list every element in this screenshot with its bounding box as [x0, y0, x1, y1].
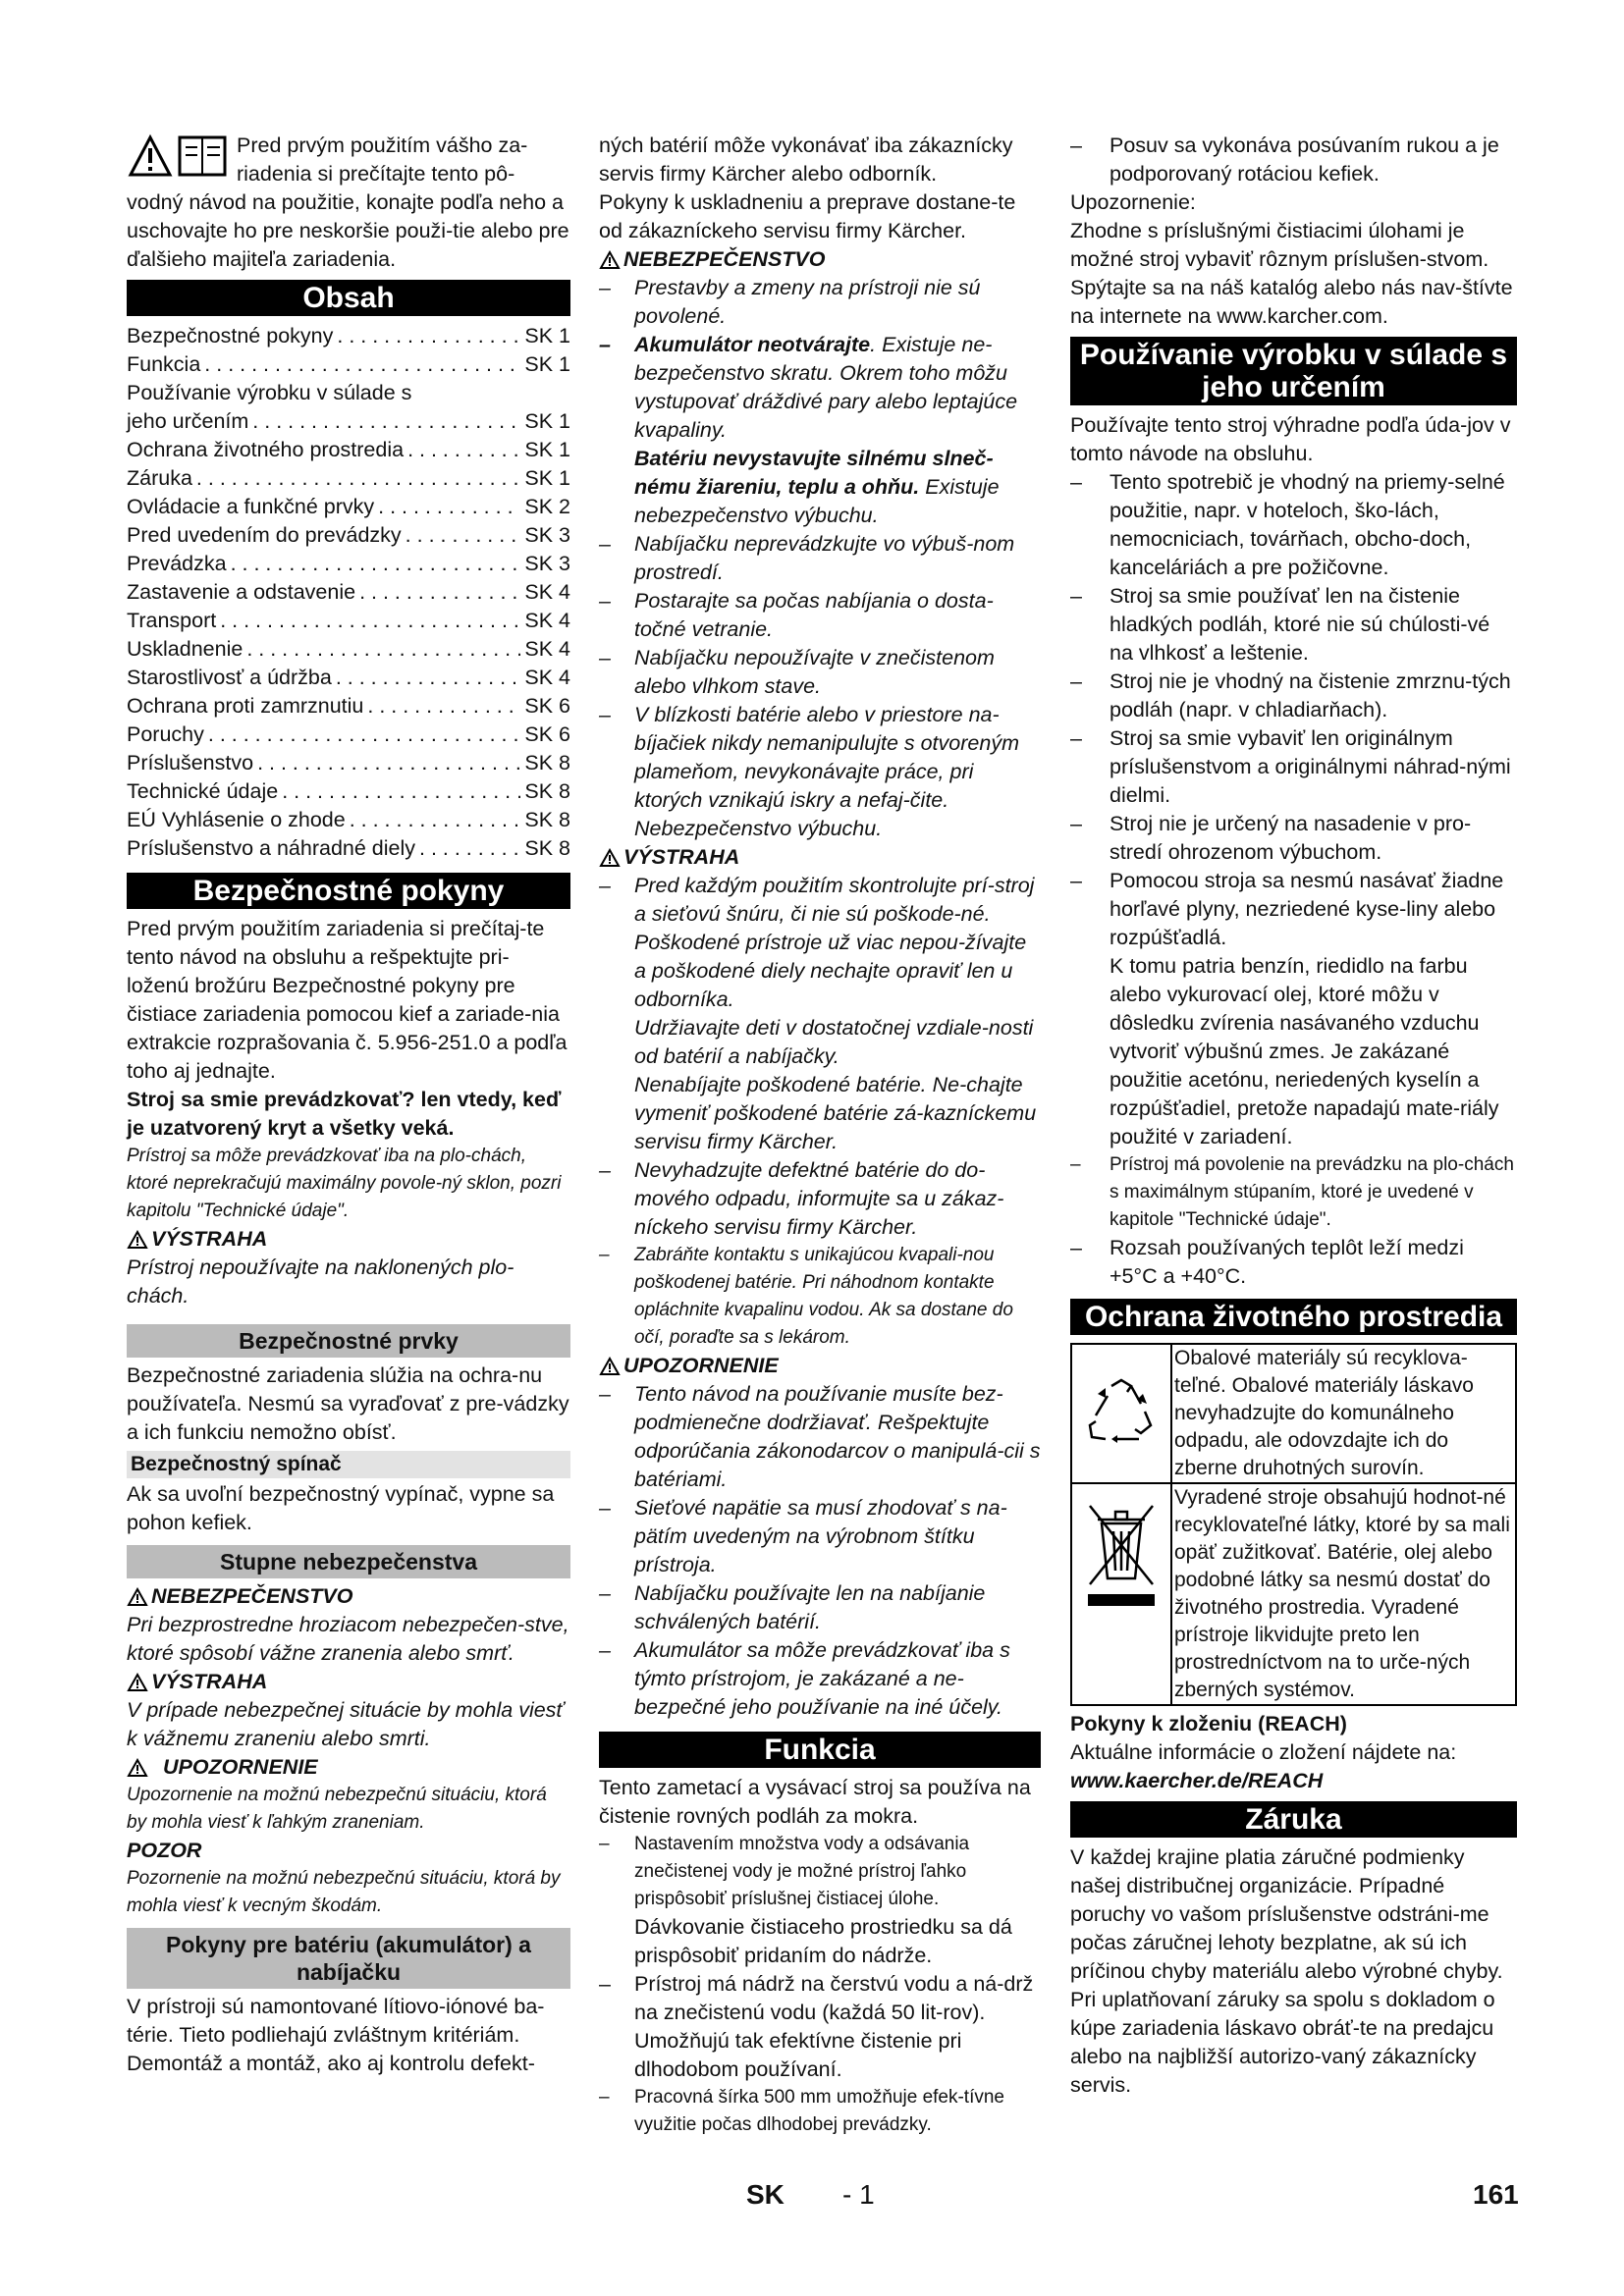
safety-warning-text: Prístroj nepoužívajte na naklonených plo-chách.: [127, 1255, 514, 1308]
toc-item-label: Ochrana životného prostredia: [127, 438, 405, 461]
toc-item-label: EÚ Vyhlásenie o zhode: [127, 808, 346, 831]
reach-text: Aktuálne informácie o zložení nájdete na:: [1070, 1740, 1457, 1764]
recycle-icon: [1082, 1376, 1161, 1451]
list-item-text: Nabíjačku nepoužívajte v znečistenom alebo vlhkom stave.: [634, 646, 995, 698]
list-item-text: Stroj nie je vhodný na čistenie zmrznu-tých podláh (napr. v chladiarňach).: [1110, 669, 1511, 721]
toc-item[interactable]: [127, 464, 570, 493]
toc-item-label: Ovládacie a funkčné prvky: [127, 495, 375, 518]
toc-item[interactable]: [127, 635, 570, 664]
switch-title: Bezpečnostný spínač: [127, 1451, 570, 1478]
toc-item-page: SK 8: [524, 751, 570, 774]
list-item-continuation: K tomu patria benzín, riedidlo na farbu alebo vykurovací olej, ktoré môžu v dôsledku zvírenia nasávaného vzduchu vytvoriť výbušnú zmes. Je zakázané použitie acetónu, neriedených kyselín a rozpúšťadiel, pretože napadajú mate-riály použité v zariadení.: [1110, 954, 1499, 1148]
toc-item[interactable]: [127, 493, 570, 521]
list-item-text: Pomocou stroja sa nesmú nasávať žiadne horľavé plyny, nezriedené kyse-liny alebo rozpúšťadlá.: [1110, 869, 1504, 949]
toc-list: [127, 322, 570, 863]
reach-title: Pokyny k zloženiu (REACH): [1070, 1712, 1347, 1735]
toc-item[interactable]: [127, 664, 570, 692]
list-item: – Nastavením množstva vody a odsávania znečistenej vody je možné prístroj ľahko prispôsobiť príslušnej čistiacej úlohe.: [599, 1831, 1041, 1913]
reach-link[interactable]: www.kaercher.de/REACH: [1070, 1769, 1324, 1792]
toc-item-label: Uskladnenie: [127, 637, 244, 661]
toc-item-page: SK 1: [524, 409, 570, 433]
list-item: – Rozsah používaných teplôt leží medzi +5°C a +40°C.: [1070, 1234, 1517, 1291]
list-item: – Zabráňte kontaktu s unikajúcou kvapali-nou poškodenej batérie. Pri náhodnom kontakte opláchnite kvapalinu vodou. Ak sa dostane do očí, poraďte sa s lekárom.: [599, 1242, 1041, 1352]
battery-text: V prístroji sú namontované lítiovo-iónové ba-térie. Tieto podliehajú zvláštnym kritériám. Demontáž a montáž, ako aj kontrolu defekt-: [127, 1995, 545, 2075]
env-title: Ochrana životného prostredia: [1070, 1299, 1517, 1335]
toc-item[interactable]: [127, 692, 570, 721]
warning-triangle-icon: [127, 1673, 148, 1692]
warning-text: V prípade nebezpečnej situácie by mohla viesť k vážnemu zraneniu alebo smrti.: [127, 1698, 565, 1750]
toc-item[interactable]: [127, 806, 570, 834]
devices-title: Bezpečnostné prvky: [127, 1324, 570, 1358]
list-item: – Tento spotrebič je vhodný na priemy-selné použitie, napr. v hoteloch, ško-lách, nemocniciach, továrňach, obcho-doch, kanceláriách a pre požičovne.: [1070, 468, 1517, 582]
c2-p1: ných batérií môže vykonávať iba zákaznícky servis firmy Kärcher alebo odborník.: [599, 133, 1013, 186]
list-item-text: Sieťové napätie sa musí zhodovať s na-pätím uvedeným na výrobnom štítku prístroja.: [634, 1496, 1007, 1576]
toc-item-label: Záruka: [127, 466, 192, 490]
toc-item-page: SK 1: [524, 324, 570, 347]
list-item: – Akumulátor sa môže prevádzkovať iba s týmto prístrojom, je zakázané a ne-bezpečné jeho používanie na iné účely.: [599, 1636, 1041, 1722]
toc-dot-leader: [407, 436, 520, 464]
toc-item-page: SK 8: [524, 779, 570, 803]
warning-label-text: VÝSTRAHA: [151, 1670, 268, 1693]
warning-triangle-icon: [127, 1758, 148, 1778]
toc-item-label: Ochrana proti zamrznutiu: [127, 694, 364, 718]
list-item-text: Tento spotrebič je vhodný na priemy-selné použitie, napr. v hoteloch, ško-lách, nemocniciach, továrňach, obcho-doch, kanceláriách a pre požičovne.: [1110, 470, 1505, 579]
toc-dot-leader: [246, 635, 520, 664]
warning-triangle-icon: [599, 848, 621, 868]
footer-num: - 1: [842, 2179, 875, 2210]
warning-label-text: VÝSTRAHA: [151, 1227, 268, 1251]
list-item-text: Tento návod na používanie musíte bez-podmienečne dodržiavať. Rešpektujte odporúčania zákonodarcov o manipulá-cii s batériami.: [634, 1382, 1041, 1491]
use-title: Používanie výrobku v súlade s jeho určením: [1070, 337, 1517, 405]
toc-dot-leader: [419, 834, 520, 863]
warning-triangle-icon: [127, 1230, 148, 1250]
intro-rest: vodný návod na použitie, konajte podľa neho a uschovajte ho pre neskoršie použi-tie alebo pre ďalšieho majiteľa zariadenia.: [127, 190, 569, 271]
env-disposal-text: Vyradené stroje obsahujú hodnot-né recyklovateľné látky, ktoré by sa mali opäť zužitkovať. Batérie, olej alebo podobné látky sa nesmú dostať do životného prostredia. Vyradené prístroje likvidujte preto len prostredníctvom na to urče-ných zberných systémov.: [1174, 1486, 1510, 1701]
warning-triangle-icon: [599, 1357, 621, 1376]
levels-title: Stupne nebezpečenstva: [127, 1545, 570, 1578]
toc-item-page: SK 3: [524, 523, 570, 547]
list-item-text: Posuv sa vykonáva posúvaním rukou a je podporovaný rotáciou kefiek.: [1110, 133, 1499, 186]
safety-title: Bezpečnostné pokyny: [127, 873, 570, 909]
toc-item-label: Zastavenie a odstavenie: [127, 580, 356, 604]
toc-item[interactable]: [127, 721, 570, 749]
safety-warning-label: [127, 1225, 570, 1254]
list-item: – Stroj nie je vhodný na čistenie zmrznu-tých podláh (napr. v chladiarňach).: [1070, 667, 1517, 724]
list-item-text: Akumulátor sa môže prevádzkovať iba s týmto prístrojom, je zakázané a ne-bezpečné jeho používanie na iné účely.: [634, 1638, 1010, 1719]
toc-item-page: SK 1: [524, 438, 570, 461]
list-item: – Nabíjačku nepoužívajte v znečistenom alebo vlhkom stave.: [599, 644, 1041, 701]
devices-text: Bezpečnostné zariadenia slúžia na ochra-nu používateľa. Nesmú sa vyraďovať z pre-vádzky a ich funkciu nemožno obísť.: [127, 1363, 569, 1444]
toc-item-label: Príslušenstvo: [127, 751, 254, 774]
list-item: – Posuv sa vykonáva posúvaním rukou a je podporovaný rotáciou kefiek.: [1070, 132, 1517, 188]
toc-item[interactable]: [127, 550, 570, 578]
list-item-text: Postarajte sa počas nabíjania o dosta-točné vetranie.: [634, 589, 994, 641]
list-item: – Pomocou stroja sa nesmú nasávať žiadne horľavé plyny, nezriedené kyse-liny alebo rozpúšťadlá.: [1070, 867, 1517, 952]
warning-triangle-icon: [599, 250, 621, 270]
list-item: – Sieťové napätie sa musí zhodovať s na-pätím uvedeným na výrobnom štítku prístroja.: [599, 1494, 1041, 1579]
footer-lang: SK: [746, 2179, 785, 2210]
list-item: – Tento návod na používanie musíte bez-podmienečne dodržiavať. Rešpektujte odporúčania zákonodarcov o manipulá-cii s batériami.: [599, 1380, 1041, 1494]
toc-item-page: SK 4: [524, 666, 570, 689]
intro: [127, 132, 570, 274]
toc-item[interactable]: [127, 322, 570, 350]
list-item: – Prístroj má nádrž na čerstvú vodu a ná-drž na znečistenú vodu (každá 50 lit-rov). Umožňujú tak efektívne čistenie pri dlhodobom používaní.: [599, 1970, 1041, 2084]
env-pic-cell: [1072, 1345, 1172, 1482]
toc-item-label: Používanie výrobku v súlade s: [127, 381, 412, 404]
toc-dot-leader: [367, 692, 520, 721]
rest-phrase: . Existuje ne-bezpečenstvo skratu. Okrem toho môžu vystupovať dráždivé pary alebo leptajúce kvapaliny.: [634, 333, 1018, 442]
toc-dot-leader: [220, 607, 520, 635]
list-item: – Nabíjačku neprevádzkujte vo výbuš-nom prostredí.: [599, 530, 1041, 587]
note-text: Pozornenie na možnú nebezpečnú situáciu, ktorá by mohla viesť k vecným škodám.: [127, 1868, 561, 1916]
list-item-text: Pracovná šírka 500 mm umožňuje efek-tívne využitie počas dlhodobej prevádzky.: [634, 2087, 1005, 2135]
toc-item[interactable]: [127, 350, 570, 379]
rest-phrase: Existuje nebezpečenstvo výbuchu.: [634, 475, 1000, 527]
danger-text: Pri bezprostredne hroziacom nebezpečen-stve, ktoré spôsobí vážne zranenia alebo smrť.: [127, 1613, 569, 1665]
toc-title: Obsah: [127, 280, 570, 316]
warning-label-text: VÝSTRAHA: [623, 845, 740, 869]
toc-dot-leader: [282, 777, 520, 806]
c2-warning-label: [599, 843, 1041, 872]
note-text-2: Spýtajte sa na náš katalóg alebo nás nav-štívte na internete na www.karcher.com.: [1070, 276, 1513, 328]
warranty-title: Záruka: [1070, 1801, 1517, 1838]
toc-item-label: Starostlivosť a údržba: [127, 666, 332, 689]
footer-page: 161: [1473, 2179, 1519, 2210]
toc-item[interactable]: [127, 379, 570, 407]
toc-item[interactable]: [127, 607, 570, 635]
list-item-text: Nabíjačku používajte len na nabíjanie schválených batérií.: [634, 1581, 986, 1633]
caution-label: [127, 1753, 570, 1782]
warning-manual-icon: [127, 132, 237, 179]
toc-dot-leader: [378, 493, 520, 521]
toc-item[interactable]: [127, 436, 570, 464]
toc-item-label: Príslušenstvo a náhradné diely: [127, 836, 416, 860]
list-item: – Postarajte sa počas nabíjania o dosta-točné vetranie.: [599, 587, 1041, 644]
list-item: – Prístroj má povolenie na prevádzku na plo-chách s maximálnym stúpaním, ktoré je uvedené v kapitole "Technické údaje".: [1070, 1151, 1517, 1234]
list-item-text: V blízkosti batérie alebo v priestore na-bíjačiek nikdy nemanipulujte s otvoreným plameňom, nevykonávajte práce, pri ktorých vznikajú iskry a nefaj-čite. Nebezpečenstvo výbuchu.: [634, 703, 1019, 840]
note-text: Zhodne s príslušnými čistiacimi úlohami je možné stroj vybaviť rôznym príslušen-stvom.: [1070, 219, 1489, 271]
env-box-packaging: [1070, 1343, 1517, 1484]
crossed-bin-icon: [1082, 1494, 1161, 1612]
list-item-text: Nevyhadzujte defektné batérie do do-mového odpadu, informujte sa u zákaz-níckeho servisu firmy Kärcher.: [634, 1158, 1004, 1239]
list-item-text: [634, 331, 1041, 445]
list-item: – Nabíjačku používajte len na nabíjanie schválených batérií.: [599, 1579, 1041, 1636]
bold-phrase: Batériu nevystavujte silnému slneč-nému žiareniu, teplu a ohňu.: [634, 447, 994, 499]
list-item-text: Prestavby a zmeny na prístroji nie sú povolené.: [634, 276, 981, 328]
use-text: Používajte tento stroj výhradne podľa úda-jov v tomto návode na obsluhu.: [1070, 413, 1511, 465]
list-item-text: Prístroj má povolenie na prevádzku na plo-chách s maximálnym stúpaním, ktoré je uvedené v kapitole "Technické údaje".: [1110, 1154, 1514, 1230]
column-1: [127, 132, 570, 2078]
toc-item-page: SK 8: [524, 808, 570, 831]
list-item-text: Rozsah používaných teplôt leží medzi +5°C a +40°C.: [1110, 1236, 1464, 1288]
toc-item-label: Poruchy: [127, 722, 204, 746]
toc-item-page: SK 4: [524, 637, 570, 661]
note-label: Upozornenie:: [1070, 190, 1196, 214]
danger-label-text: NEBEZPEČENSTVO: [151, 1584, 353, 1608]
toc-item[interactable]: [127, 578, 570, 607]
safety-intro: Pred prvým použitím zariadenia si prečítaj-te tento návod na obsluhu a rešpektujte pri-loženú brožúru Bezpečnostné pokyny pre čistiace zariadenia pomocou kief a zariade-nia extrakcie rozprašovania č. 5.956-251.0 a podľa toho aj jednajte.: [127, 917, 568, 1083]
toc-item-page: SK 6: [524, 694, 570, 718]
toc-item-label: Bezpečnostné pokyny: [127, 324, 334, 347]
list-item-text: Nabíjačku neprevádzkujte vo výbuš-nom prostredí.: [634, 532, 1015, 584]
list-item-continuation: Udržiavajte deti v dostatočnej vzdiale-nosti od batérií a nabíjačky.: [634, 1016, 1034, 1068]
toc-dot-leader: [406, 521, 521, 550]
toc-item-label: Funkcia: [127, 352, 201, 376]
list-item-text: Zabráňte kontaktu s unikajúcou kvapali-nou poškodenej batérie. Pri náhodnom kontakte opláchnite kvapalinu vodou. Ak sa dostane do očí, poraďte sa s lekárom.: [634, 1245, 1013, 1348]
list-item-text: Pred každým použitím skontrolujte prí-stroj a sieťovú šnúru, či nie sú poškode-né. Poškodené prístroje už viac nepou-žívajte a poškodené diely nechajte opraviť len u odborníka.: [634, 874, 1035, 1011]
note-label: POZOR: [127, 1839, 202, 1862]
toc-dot-leader: [204, 350, 520, 379]
toc-dot-leader: [359, 578, 520, 607]
caution-label-text: UPOZORNENIE: [162, 1755, 318, 1779]
list-item: – Akumulátor neotvárajte. Existuje ne-bezpečenstvo skratu. Okrem toho môžu vystupovať dráždivé pary alebo leptajúce kvapaliny.: [599, 331, 1041, 445]
list-item-text: Nastavením množstva vody a odsávania znečistenej vody je možné prístroj ľahko prispôsobiť príslušnej čistiacej úlohe.: [634, 1834, 970, 1909]
toc-item-page: SK 1: [524, 466, 570, 490]
c2-danger-label: [599, 245, 1041, 274]
list-item: – Stroj sa smie používať len na čistenie hladkých podláh, ktoré nie sú chúlosti-vé na vlhkosť a leštenie.: [1070, 582, 1517, 667]
list-item: – Stroj nie je určený na nasadenie v pro-stredí ohrozenom výbuchom.: [1070, 810, 1517, 867]
list-item: – Prestavby a zmeny na prístroji nie sú povolené.: [599, 274, 1041, 331]
column-2: [599, 132, 1041, 2139]
toc-item-label: Transport: [127, 609, 217, 632]
list-item-continuation: Nenabíjajte poškodené batérie. Ne-chajte vymeniť poškodené batérie zá-kazníckemu servisu firmy Kärcher.: [634, 1073, 1037, 1153]
toc-item-label: Pred uvedením do prevádzky: [127, 523, 402, 547]
toc-item[interactable]: [127, 521, 570, 550]
toc-dot-leader: [337, 322, 520, 350]
danger-label: [127, 1582, 570, 1611]
toc-item-label: Prevádzka: [127, 552, 227, 575]
function-text: Tento zametací a vysávací stroj sa používa na čistenie rovných podláh za mokra.: [599, 1776, 1031, 1828]
toc-item-page: SK 6: [524, 722, 570, 746]
battery-title: Pokyny pre batériu (akumulátor) a nabíjačku: [127, 1928, 570, 1989]
switch-text: Ak sa uvoľní bezpečnostný vypínač, vypne sa pohon kefiek.: [127, 1482, 555, 1534]
toc-item[interactable]: [127, 407, 570, 436]
intro-line2: riadenia si prečítajte tento pô-: [237, 162, 515, 186]
toc-item[interactable]: [127, 749, 570, 777]
toc-dot-leader: [231, 550, 521, 578]
toc-item[interactable]: [127, 777, 570, 806]
safety-slope-note: Prístroj sa môže prevádzkovať iba na plo-chách, ktoré neprekračujú maximálny povole-ný sklon, pozri kapitolu "Technické údaje".: [127, 1146, 562, 1221]
toc-item[interactable]: [127, 834, 570, 863]
toc-item-label: jeho určením: [127, 409, 249, 433]
warranty-text: V každej krajine platia záručné podmienky našej distribučnej organizácie. Prípadné poruchy vo vašom príslušenstve odstráni-me počas záručnej lehoty bezplatne, ak sú ich príčinou chyby materiálu alebo výrobné chyby. Pri uplatňovaní záruky sa spolu s dokladom o kúpe zariadenia láskavo obráť-te na predajcu alebo na najbližší autorizo-vaný zákaznícky servis.: [1070, 1845, 1503, 2097]
danger-label-text: NEBEZPEČENSTVO: [623, 247, 826, 271]
toc-item-page: SK 4: [524, 609, 570, 632]
warning-triangle-icon: [127, 1587, 148, 1607]
list-item-text: Prístroj má nádrž na čerstvú vodu a ná-drž na znečistenú vodu (každá 50 lit-rov). Umožňujú tak efektívne čistenie pri dlhodobom používaní.: [634, 1972, 1034, 2081]
caution-text: Upozornenie na možnú nebezpečnú situáciu, ktorá by mohla viesť k ľahkým zraneniam.: [127, 1785, 547, 1833]
list-item: – Pracovná šírka 500 mm umožňuje efek-tívne využitie počas dlhodobej prevádzky.: [599, 2084, 1041, 2139]
toc-dot-leader: [257, 749, 520, 777]
c2-caution-label: [599, 1352, 1041, 1380]
function-title: Funkcia: [599, 1732, 1041, 1768]
intro-line1: Pred prvým použitím vášho za-: [237, 133, 528, 157]
toc-dot-leader: [350, 806, 521, 834]
list-item: – Pred každým použitím skontrolujte prí-stroj a sieťovú šnúru, či nie sú poškode-né. Poškodené prístroje už viac nepou-žívajte a poškodené diely nechajte opraviť len u odborníka.: [599, 872, 1041, 1014]
list-item-text: Stroj sa smie používať len na čistenie hladkých podláh, ktoré nie sú chúlosti-vé na vlhkosť a leštenie.: [1110, 584, 1490, 665]
toc-item-page: SK 4: [524, 580, 570, 604]
toc-item-page: SK 8: [524, 836, 570, 860]
list-item-text: Stroj sa smie vybaviť len originálnym príslušenstvom a originálnymi náhrad-nými dielmi.: [1110, 726, 1511, 807]
list-item: – Stroj sa smie vybaviť len originálnym príslušenstvom a originálnymi náhrad-nými dielmi.: [1070, 724, 1517, 810]
toc-item-label: Technické údaje: [127, 779, 279, 803]
toc-item-page: SK 3: [524, 552, 570, 575]
list-item: – Nevyhadzujte defektné batérie do do-mového odpadu, informujte sa u zákaz-níckeho servisu firmy Kärcher.: [599, 1156, 1041, 1242]
toc-dot-leader: [336, 664, 521, 692]
env-pic-cell: [1072, 1484, 1172, 1704]
toc-dot-leader: [252, 407, 520, 436]
env-box-disposal: [1070, 1484, 1517, 1706]
list-item-text: Stroj nie je určený na nasadenie v pro-stredí ohrozenom výbuchom.: [1110, 812, 1472, 864]
toc-dot-leader: [196, 464, 520, 493]
c2-p2: Pokyny k uskladneniu a preprave dostane-te od zákazníckeho servisu firmy Kärcher.: [599, 190, 1016, 242]
column-3: [1070, 132, 1517, 2100]
toc-item-page: SK 2: [524, 495, 570, 518]
list-item: – V blízkosti batérie alebo v priestore na-bíjačiek nikdy nemanipulujte s otvoreným plameňom, nevykonávajte práce, pri ktorých vznikajú iskry a nefaj-čite. Nebezpečenstvo výbuchu.: [599, 701, 1041, 843]
toc-dot-leader: [208, 721, 521, 749]
env-packaging-text: Obalové materiály sú recyklova-teľné. Obalové materiály láskavo nevyhadzujte do komunálneho odpadu, ale odovzdajte ich do zberne druhotných surovín.: [1174, 1347, 1474, 1479]
caution-label-text: UPOZORNENIE: [623, 1354, 779, 1377]
bold-phrase: Akumulátor neotvárajte: [634, 333, 871, 356]
list-item-continuation: Dávkovanie čistiaceho prostriedku sa dá prispôsobiť pridaním do nádrže.: [634, 1915, 1012, 1967]
list-item-continuation: [599, 445, 1041, 530]
toc-item-page: SK 1: [524, 352, 570, 376]
warning-label: [127, 1668, 570, 1696]
safety-bold: Stroj sa smie prevádzkovať? len vtedy, keď je uzatvorený kryt a všetky veká.: [127, 1088, 562, 1140]
